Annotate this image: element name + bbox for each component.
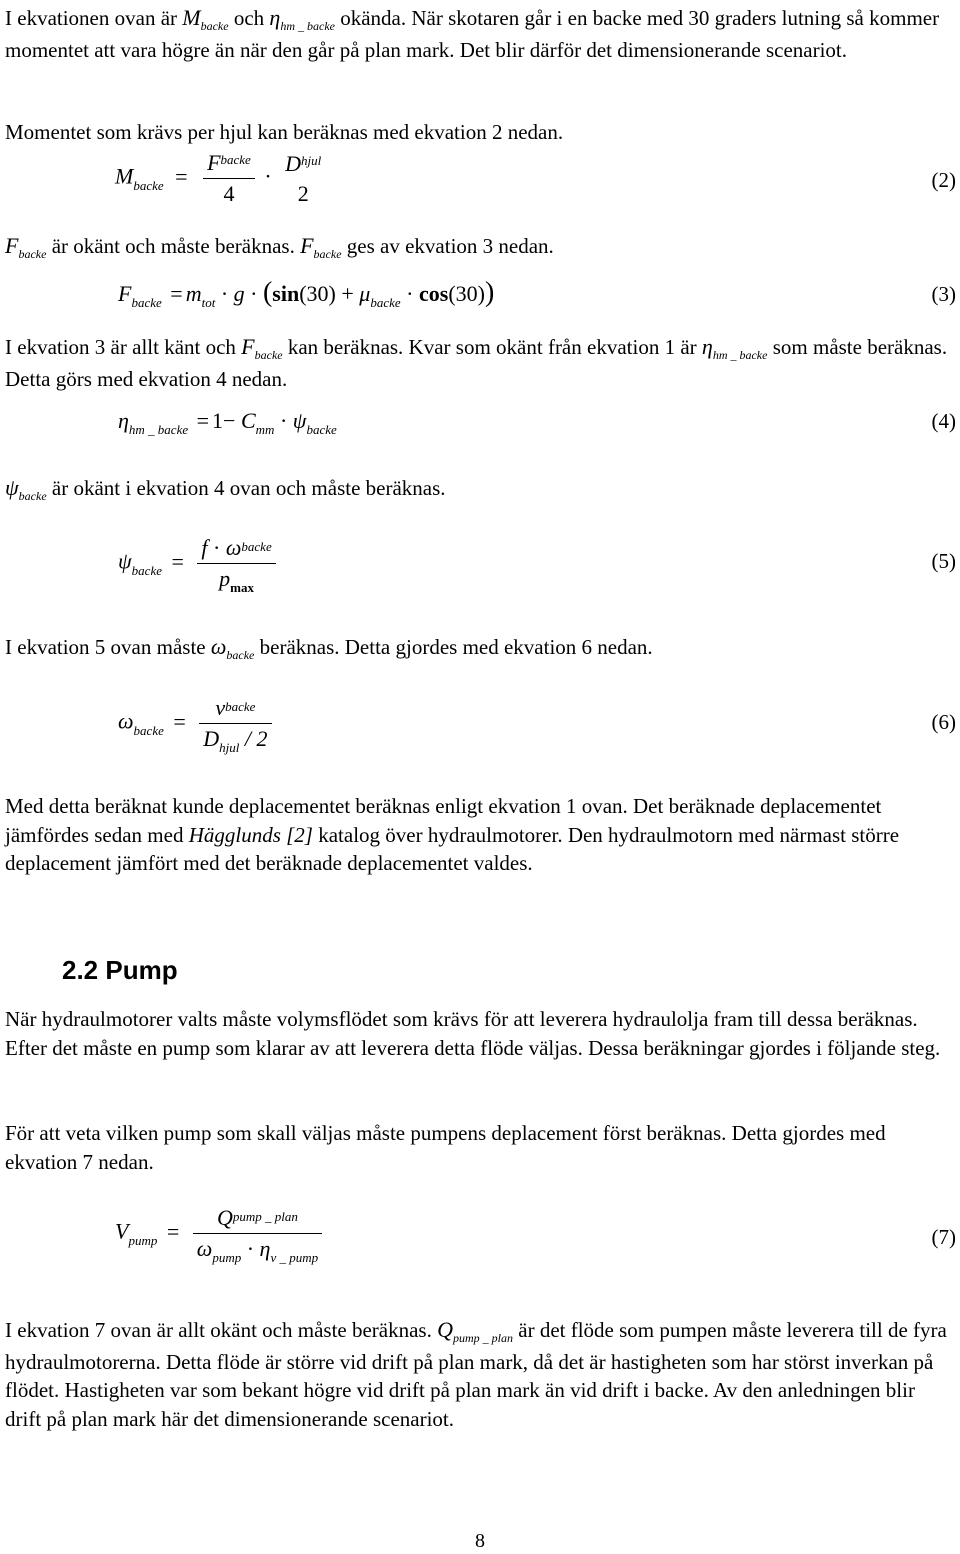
fraction: $\frac{\text{Qpump \_ plan}}{\omega_{pump} \cdot \eta_{v \_ pump}}$ bbox=[193, 1205, 322, 1262]
equation-2 bbox=[115, 150, 329, 207]
fraction: $\frac{\text{vbacke}}{D_{hjul} / 2}$ bbox=[199, 695, 271, 752]
symbol-omega-backe: $\omega_{backe}$ bbox=[210, 634, 255, 662]
paragraph-unknowns: I ekvation 3 är allt känt och $F_{backe}$ kan beräknas. Kvar som okänt från ekvation 1 är $\eta_{hm \_ backe}$ som måste beräknas. Detta görs med ekvation 4 nedan. bbox=[5, 334, 948, 391]
equals-sign: = bbox=[175, 163, 188, 189]
symbol-Q-pump-plan: $Q_{pump \_ plan}$ bbox=[437, 1317, 513, 1345]
equation-number: (7) bbox=[931, 1225, 956, 1249]
paragraph-pump-intro: När hydraulmotorer valts måste volymsflödet som krävs för att leverera hydraulolja fram till dessa beräknas. Efter det måste en pump som klarar av att leverera detta flöde väljas. Dessa beräkningar gjordes i följande steg. bbox=[5, 1007, 941, 1060]
equation-number: (4) bbox=[931, 409, 956, 433]
equation-5: $\psi_{backe}$ = $\frac{\text{f · ωbacke}}{p_{max}}$ bbox=[118, 535, 280, 592]
equation-number: (3) bbox=[931, 282, 956, 306]
text: är okänt och måste beräknas. bbox=[51, 234, 295, 258]
equation-number: (5) bbox=[931, 549, 956, 573]
equation-7: $V_{pump}$ = $\frac{\text{Qpump \_ plan}}{\omega_{pump} \cdot \eta_{v \_ pump}}$ bbox=[115, 1205, 326, 1262]
reference-citation: Hägglunds [2] bbox=[188, 822, 313, 847]
symbol-eta-hm-backe: $\eta_{hm \_ backe}$ bbox=[701, 334, 768, 362]
paragraph-deplacement: Med detta beräknat kunde deplacementet beräknas enligt ekvation 1 ovan. Det beräknade deplacementet jämfördes sedan med Hägglunds [2] katalog över hydraulmotorer. Den hydraulmotorn med närmast större deplacement jämfört med det beräknade deplacementet valdes. bbox=[5, 794, 900, 875]
paragraph-flow: I ekvation 7 ovan är allt okänt och måste beräknas. $Q_{pump \_ plan}$ är det flöde som pumpen måste leverera till de fyra hydraulmotorerna. Detta flöde är större vid drift på plan mark, då det är hastigheten som har störst inverkan på flödet. Hastigheten var som bekant högre vid drift på plan mark än vid drift i backe. Av den anledningen blir drift på plan mark här det dimensionerande scenariot. bbox=[5, 1317, 947, 1431]
text: och bbox=[233, 6, 265, 30]
equation-6: $\omega_{backe}$ = $\frac{\text{vbacke}}{D_{hjul} / 2}$ bbox=[118, 695, 276, 752]
paragraph-pump-deplacement: För att veta vilken pump som skall väljas måste pumpens deplacement först beräknas. Detta gjordes med ekvation 7 nedan. bbox=[5, 1121, 886, 1174]
equation-3: $F_{backe} = m_{tot} \cdot g \cdot (\sin(30) + \mu_{backe} \cdot \cos(30))$ bbox=[118, 277, 495, 310]
text: I ekvationen ovan är bbox=[5, 6, 178, 30]
paragraph-psi: $\psi_{backe}$ är okänt i ekvation 4 ovan och måste beräknas. bbox=[5, 475, 446, 503]
symbol-F-backe: $F_{backe}$ bbox=[5, 233, 47, 261]
dot-operator: · bbox=[264, 163, 272, 189]
symbol-F-backe: $F_{backe}$ bbox=[300, 233, 342, 261]
equation-number: (6) bbox=[931, 710, 956, 734]
fraction: $\frac{F^{backe}}{4}$ bbox=[203, 150, 255, 207]
text: ges av ekvation 3 nedan. bbox=[346, 234, 554, 258]
paragraph-omega: I ekvation 5 ovan måste $\omega_{backe}$ beräknas. Detta gjordes med ekvation 6 nedan. bbox=[5, 634, 653, 662]
page-number: 8 bbox=[475, 1530, 485, 1552]
paragraph-intro bbox=[5, 4, 955, 64]
equation-number: (2) bbox=[931, 168, 956, 192]
symbol-eta-hm-backe: $\eta_{hm \_ backe}$ bbox=[269, 5, 335, 33]
text: okända. När skotaren går i en backe med 30 graders lutning så kommer momentet att vara högre än när den går på plan mark. Det blir därför det dimensionerande scenariot. bbox=[5, 6, 940, 62]
fraction: $D^{hjul}$ 2 bbox=[285, 150, 322, 206]
section-heading: 2.2 Pump bbox=[62, 955, 178, 985]
symbol-F-backe: $F_{backe}$ bbox=[241, 334, 283, 362]
fraction: $\frac{\text{f · ωbacke}}{p_{max}}$ bbox=[197, 535, 275, 592]
symbol-M-backe: $M_{backe}$ bbox=[182, 5, 229, 33]
equation-4: $\eta_{hm \_ backe} = 1- C_{mm} \cdot \psi_{backe}$ bbox=[118, 408, 337, 437]
eq-subscript: backe bbox=[133, 177, 164, 193]
paragraph-moment: Momentet som krävs per hjul kan beräknas med ekvation 2 nedan. bbox=[5, 120, 564, 144]
eq-symbol: M bbox=[115, 163, 134, 189]
symbol-psi-backe: $\psi_{backe}$ bbox=[5, 475, 47, 503]
paragraph-force bbox=[5, 232, 955, 264]
